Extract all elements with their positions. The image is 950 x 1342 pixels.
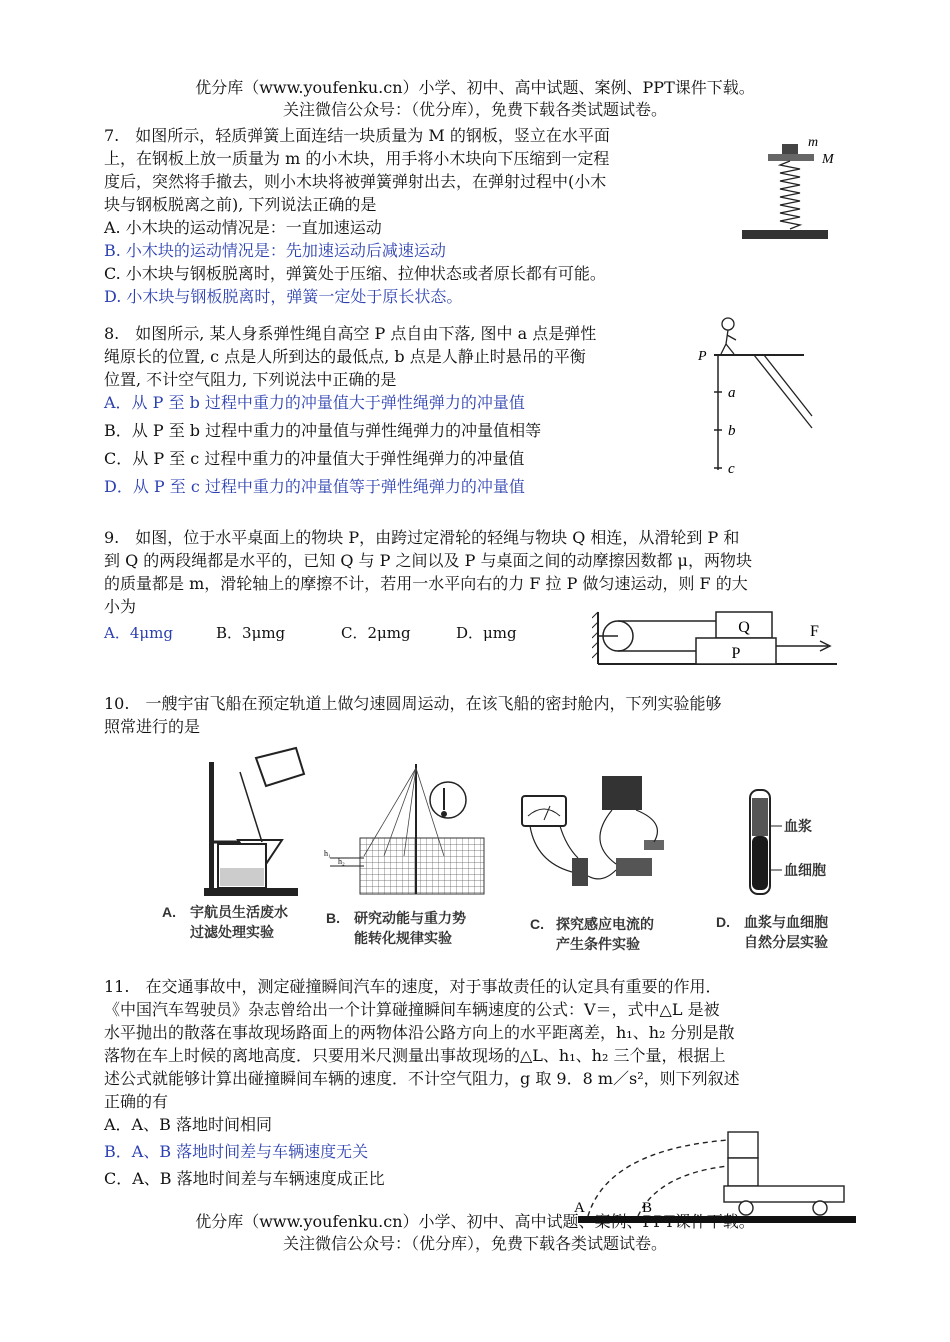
plate-M [768,154,814,161]
q9-line-1: 9. 如图，位于水平桌面上的物块 P，由跨过定滑轮的轻绳与物块 Q 相连，从滑轮到 P 和 [104,528,740,547]
q10-line-2: 照常进行的是 [104,717,201,736]
label-b: b [728,423,736,439]
detail-circle [430,782,466,818]
q10-caption-c-label: C. [530,916,544,932]
ground [742,230,828,239]
q7-line-2: 上，在钢板上放一质量为 m 的小木块，用手将小木块向下压缩到一定程 [104,149,610,168]
q9-line-4: 小为 [104,597,137,616]
spring [780,161,800,229]
q10-fig-c-induction [516,772,700,902]
q7-option-c: C. 小木块与钢板脱离时，弹簧处于压缩、拉伸状态或者原长都有可能。 [104,264,606,283]
cell-layer [752,836,768,890]
rheostat [616,858,652,876]
tube-label-ticks [770,822,784,882]
q8-line-1: 8. 如图所示, 某人身系弹性绳自高空 P 点自由下落, 图中 a 点是弹性 [104,324,597,343]
label-A: A [574,1200,585,1216]
tube-label-cells: 血细胞 [784,862,826,878]
tube-label-plasma: 血浆 [784,818,812,834]
q8-line-2: 绳原长的位置, c 点是人所到达的最低点, b 点是人静止时悬吊的平衡 [104,347,586,366]
q10-caption-d-label: D. [716,914,730,930]
label-Q: Q [738,619,750,636]
label-m: m [808,135,819,150]
label-F: F [810,623,819,640]
q8-bungee-figure [694,310,814,480]
q11-line-4: 落物在车上时候的离地高度．只要用米尺测量出事故现场的△L、h₁、h₂ 三个量，根据上 [104,1046,726,1065]
pouring-beaker [256,748,304,786]
header-line-2: 关注微信公众号：（优分库），免费下载各类试题试卷。 [282,100,667,119]
battery-box [602,776,642,810]
q7-spring-figure [738,130,838,245]
label-a: a [728,385,736,401]
q8-line-3: 位置, 不计空气阻力, 下列说法中正确的是 [104,370,397,389]
q11-line-5: 述公式就能够计算出碰撞瞬间车辆的速度．不计空气阻力，g 取 9．8 m／s²，则下列叙述 [104,1069,740,1088]
header-line-1: 优分库（www.youfenku.cn）小学、初中、高中试题、案例、PPT课件下载。 [195,78,755,97]
q10-caption-d-line1: 血浆与血细胞 [744,914,828,930]
label-M: M [822,152,834,167]
q10-caption-c-line1: 探究感应电流的 [556,916,654,932]
cargo-B [728,1158,758,1186]
support-2 [764,355,812,416]
q10-caption-d-line2: 自然分层实验 [744,934,828,950]
label-B: B [642,1200,653,1216]
q10-caption-b-line1: 研究动能与重力势 [354,910,466,926]
support-1 [754,355,812,428]
q8-option-d: D．从 P 至 c 过程中重力的冲量值等于弹性绳弹力的冲量值 [104,477,525,496]
q8-option-c: C．从 P 至 c 过程中重力的冲量值大于弹性绳弹力的冲量值 [104,449,525,468]
q7-line-3: 度后，突然将手撤去，则小木块将被弹簧弹射出去，在弹射过程中(小木 [104,172,607,191]
q10-caption-b-line2: 能转化规律实验 [354,930,452,946]
stand-base [204,888,298,896]
label-P: P [731,645,741,662]
q10-fig-b-pendulum [324,760,494,900]
q7-option-a: A. 小木块的运动情况是：一直加速运动 [104,218,382,237]
label-h1: h₁ [324,849,331,858]
stand-rod [209,762,214,890]
q7-line-4: 块与钢板脱离之前), 下列说法正确的是 [104,195,377,214]
q11-option-c: C．A、B 落地时间差与车辆速度成正比 [104,1169,385,1188]
q9-pulley-figure [592,608,842,670]
q9-option-d: D．μmg [456,624,517,642]
q10-fig-a-filtration [196,742,308,900]
q10-caption-a-line1: 宇航员生活废水 [190,904,288,920]
label-P: P [698,349,707,364]
coil [572,858,588,886]
q9-line-3: 的质量都是 m，滑轮轴上的摩擦不计，若用一水平向右的力 F 拉 P 做匀速运动，则 F 的大 [104,574,748,593]
q11-line-1: 11. 在交通事故中，测定碰撞瞬间汽车的速度，对于事故责任的认定具有重要的作用． [104,977,722,996]
footer-line-1: 优分库（www.youfenku.cn）小学、初中、高中试题、案例、PPT课件下载。 [195,1212,755,1231]
cargo-A [728,1132,758,1158]
block-m [782,144,798,154]
footer-line-2: 关注微信公众号：（优分库），免费下载各类试题试卷。 [282,1234,667,1253]
q8-option-b: B．从 P 至 b 过程中重力的冲量值与弹性绳弹力的冲量值相等 [104,421,542,440]
q9-option-a: A．4μmg [104,624,173,642]
plasma-layer [752,798,768,836]
q9-line-2: 到 Q 的两段绳都是水平的，已知 Q 与 P 之间以及 P 与桌面之间的动摩擦因数都 μ，两物块 [104,551,752,570]
q7-option-d: D. 小木块与钢板脱离时，弹簧一定处于原长状态。 [104,287,463,306]
label-h2: h₂ [338,857,345,866]
q10-caption-a-label: A. [162,904,176,920]
q10-caption-b-label: B. [326,910,340,926]
q7-option-b: B. 小木块的运动情况是：先加速运动后减速运动 [104,241,446,260]
q10-line-1: 10. 一艘宇宙飞船在预定轨道上做匀速圆周运动，在该飞船的密封舱内，下列实验能够 [104,694,722,713]
grid-board [360,838,484,894]
trajectory-A [588,1140,728,1216]
glass-rod [240,772,262,842]
q8-option-a: A．从 P 至 b 过程中重力的冲量值大于弹性绳弹力的冲量值 [104,393,525,412]
galvanometer [522,796,566,826]
q11-option-a: A．A、B 落地时间相同 [104,1115,272,1134]
q7-line-1: 7. 如图所示，轻质弹簧上面连结一块质量为 M 的钢板，竖立在水平面 [104,126,610,145]
q11-line-6: 正确的有 [104,1092,169,1111]
label-c: c [728,461,735,477]
q11-line-3: 水平抛出的散落在事故现场路面上的两物体沿公路方向上的水平距离差，h₁、h₂ 分别是散 [104,1023,735,1042]
q9-option-b: B．3μmg [216,624,286,642]
q10-caption-a-line2: 过滤处理实验 [190,924,274,940]
q11-option-b: B．A、B 落地时间差与车辆速度无关 [104,1142,369,1161]
q10-caption-c-line2: 产生条件实验 [556,936,640,952]
jumper-head [722,318,734,330]
q9-option-c: C．2μmg [341,624,411,642]
truck-bed [724,1186,844,1202]
q11-line-2: 《中国汽车驾驶员》杂志曾给出一个计算碰撞瞬间车辆速度的公式：V＝，式中△L 是被 [104,1000,720,1019]
